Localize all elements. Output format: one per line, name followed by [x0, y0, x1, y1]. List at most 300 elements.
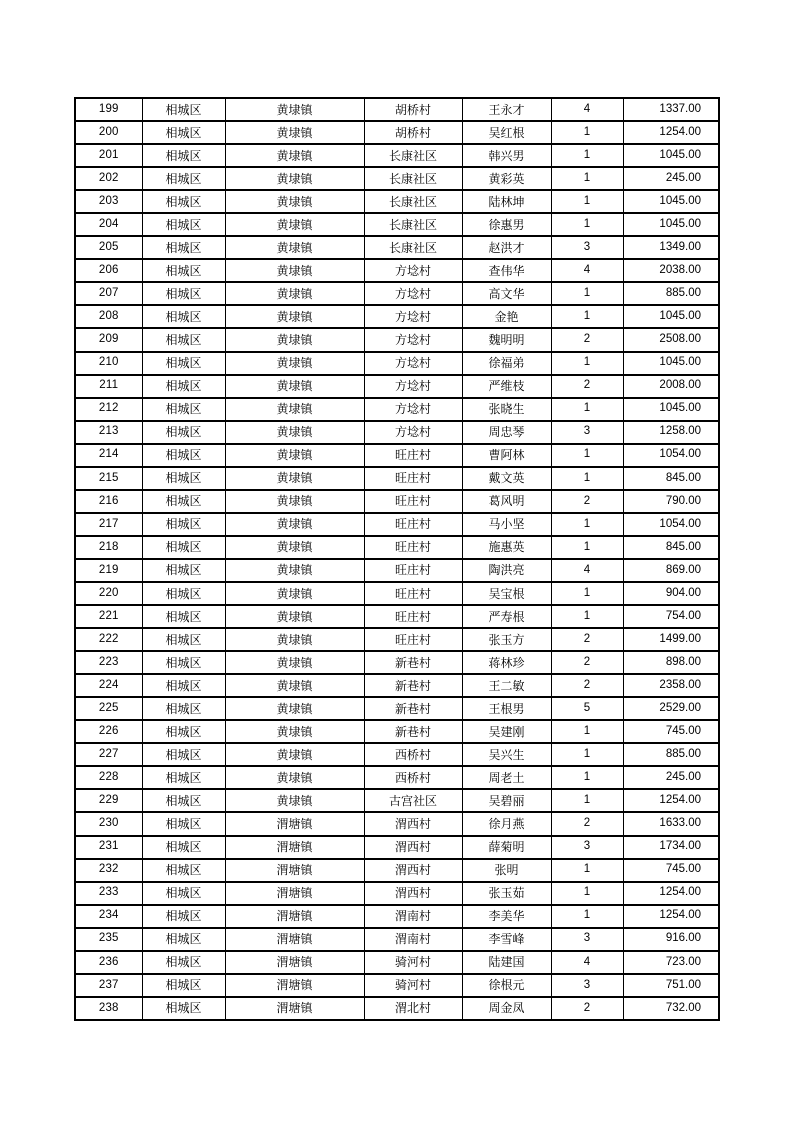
cell-town: 黄埭镇: [225, 236, 364, 259]
table-row: [75, 121, 719, 144]
table-row: [75, 812, 719, 835]
cell-town: 渭塘镇: [225, 951, 364, 974]
table-row: [75, 167, 719, 190]
cell-person-name: 蒋林珍: [462, 651, 551, 674]
cell-person-name: 徐惠男: [462, 213, 551, 236]
cell-count: 1: [551, 536, 623, 559]
cell-district: 相城区: [142, 490, 225, 513]
cell-row-number: 199: [75, 98, 142, 121]
cell-row-number: 232: [75, 859, 142, 882]
cell-village: 西桥村: [364, 766, 462, 789]
table-row: [75, 628, 719, 651]
cell-village: 方埝村: [364, 421, 462, 444]
cell-amount: 885.00: [623, 743, 719, 766]
cell-village: 旺庄村: [364, 559, 462, 582]
cell-row-number: 223: [75, 651, 142, 674]
cell-district: 相城区: [142, 305, 225, 328]
cell-row-number: 213: [75, 421, 142, 444]
cell-row-number: 211: [75, 375, 142, 398]
table-row: [75, 352, 719, 375]
cell-amount: 745.00: [623, 859, 719, 882]
cell-row-number: 215: [75, 467, 142, 490]
cell-row-number: 202: [75, 167, 142, 190]
cell-town: 黄埭镇: [225, 743, 364, 766]
cell-village: 渭西村: [364, 812, 462, 835]
table-row: [75, 905, 719, 928]
cell-village: 方埝村: [364, 352, 462, 375]
cell-amount: 1045.00: [623, 352, 719, 375]
cell-amount: 1054.00: [623, 444, 719, 467]
cell-row-number: 225: [75, 697, 142, 720]
cell-row-number: 205: [75, 236, 142, 259]
cell-amount: 723.00: [623, 951, 719, 974]
cell-amount: 754.00: [623, 605, 719, 628]
cell-row-number: 200: [75, 121, 142, 144]
cell-amount: 1045.00: [623, 190, 719, 213]
cell-count: 1: [551, 882, 623, 905]
table-row: [75, 513, 719, 536]
cell-town: 黄埭镇: [225, 513, 364, 536]
cell-village: 长康社区: [364, 144, 462, 167]
cell-person-name: 吴宝根: [462, 582, 551, 605]
cell-amount: 845.00: [623, 536, 719, 559]
cell-town: 黄埭镇: [225, 98, 364, 121]
cell-person-name: 高文华: [462, 282, 551, 305]
cell-village: 西桥村: [364, 743, 462, 766]
cell-town: 黄埭镇: [225, 190, 364, 213]
cell-amount: 898.00: [623, 651, 719, 674]
cell-count: 2: [551, 997, 623, 1020]
cell-town: 黄埭镇: [225, 559, 364, 582]
cell-amount: 2038.00: [623, 259, 719, 282]
cell-row-number: 210: [75, 352, 142, 375]
cell-person-name: 施惠英: [462, 536, 551, 559]
cell-row-number: 212: [75, 398, 142, 421]
table-row: [75, 236, 719, 259]
table-row: [75, 882, 719, 905]
table-row: [75, 259, 719, 282]
cell-village: 旺庄村: [364, 605, 462, 628]
cell-town: 黄埭镇: [225, 467, 364, 490]
cell-count: 2: [551, 628, 623, 651]
cell-amount: 2008.00: [623, 375, 719, 398]
cell-amount: 245.00: [623, 167, 719, 190]
cell-amount: 790.00: [623, 490, 719, 513]
cell-count: 1: [551, 789, 623, 812]
cell-amount: 1045.00: [623, 144, 719, 167]
table-row: [75, 836, 719, 859]
cell-village: 方埝村: [364, 375, 462, 398]
cell-count: 1: [551, 213, 623, 236]
cell-amount: 1254.00: [623, 789, 719, 812]
cell-count: 3: [551, 421, 623, 444]
cell-village: 方埝村: [364, 328, 462, 351]
cell-town: 黄埭镇: [225, 167, 364, 190]
cell-count: 1: [551, 282, 623, 305]
cell-district: 相城区: [142, 743, 225, 766]
cell-row-number: 222: [75, 628, 142, 651]
table-row: [75, 766, 719, 789]
cell-count: 4: [551, 98, 623, 121]
cell-town: 黄埭镇: [225, 282, 364, 305]
cell-town: 黄埭镇: [225, 651, 364, 674]
cell-row-number: 217: [75, 513, 142, 536]
cell-amount: 1258.00: [623, 421, 719, 444]
cell-district: 相城区: [142, 144, 225, 167]
cell-person-name: 吴碧丽: [462, 789, 551, 812]
cell-district: 相城区: [142, 836, 225, 859]
cell-row-number: 233: [75, 882, 142, 905]
cell-district: 相城区: [142, 121, 225, 144]
cell-row-number: 214: [75, 444, 142, 467]
cell-count: 1: [551, 582, 623, 605]
roster-table: [74, 97, 720, 1021]
cell-row-number: 219: [75, 559, 142, 582]
cell-count: 1: [551, 513, 623, 536]
cell-district: 相城区: [142, 98, 225, 121]
table-row: [75, 213, 719, 236]
cell-town: 黄埭镇: [225, 144, 364, 167]
cell-count: 1: [551, 467, 623, 490]
cell-district: 相城区: [142, 812, 225, 835]
cell-row-number: 227: [75, 743, 142, 766]
cell-count: 1: [551, 190, 623, 213]
cell-count: 1: [551, 766, 623, 789]
cell-person-name: 张晓生: [462, 398, 551, 421]
cell-amount: 1254.00: [623, 905, 719, 928]
cell-district: 相城区: [142, 421, 225, 444]
cell-person-name: 吴红根: [462, 121, 551, 144]
table-row: [75, 974, 719, 997]
cell-village: 古宫社区: [364, 789, 462, 812]
cell-row-number: 230: [75, 812, 142, 835]
table-row: [75, 559, 719, 582]
cell-district: 相城区: [142, 513, 225, 536]
cell-district: 相城区: [142, 375, 225, 398]
cell-village: 长康社区: [364, 236, 462, 259]
cell-person-name: 金艳: [462, 305, 551, 328]
table-row: [75, 605, 719, 628]
cell-person-name: 徐根元: [462, 974, 551, 997]
cell-village: 旺庄村: [364, 628, 462, 651]
table-row: [75, 651, 719, 674]
cell-person-name: 吴兴生: [462, 743, 551, 766]
cell-row-number: 236: [75, 951, 142, 974]
table-row: [75, 328, 719, 351]
cell-district: 相城区: [142, 467, 225, 490]
cell-town: 黄埭镇: [225, 628, 364, 651]
cell-person-name: 李雪峰: [462, 928, 551, 951]
cell-row-number: 237: [75, 974, 142, 997]
table-row: [75, 928, 719, 951]
cell-town: 黄埭镇: [225, 444, 364, 467]
cell-district: 相城区: [142, 236, 225, 259]
cell-row-number: 201: [75, 144, 142, 167]
cell-person-name: 黄彩英: [462, 167, 551, 190]
table-row: [75, 190, 719, 213]
cell-village: 骑河村: [364, 951, 462, 974]
cell-person-name: 周老土: [462, 766, 551, 789]
cell-amount: 1045.00: [623, 305, 719, 328]
cell-town: 渭塘镇: [225, 836, 364, 859]
cell-person-name: 赵洪才: [462, 236, 551, 259]
cell-count: 4: [551, 951, 623, 974]
cell-district: 相城区: [142, 282, 225, 305]
cell-district: 相城区: [142, 997, 225, 1020]
cell-person-name: 曹阿林: [462, 444, 551, 467]
cell-village: 方埝村: [364, 398, 462, 421]
cell-village: 旺庄村: [364, 536, 462, 559]
cell-village: 旺庄村: [364, 467, 462, 490]
cell-district: 相城区: [142, 697, 225, 720]
cell-count: 1: [551, 605, 623, 628]
cell-row-number: 216: [75, 490, 142, 513]
cell-village: 新巷村: [364, 674, 462, 697]
cell-amount: 245.00: [623, 766, 719, 789]
cell-village: 旺庄村: [364, 444, 462, 467]
cell-person-name: 韩兴男: [462, 144, 551, 167]
cell-count: 1: [551, 859, 623, 882]
cell-village: 胡桥村: [364, 121, 462, 144]
cell-person-name: 葛风明: [462, 490, 551, 513]
table-row: [75, 536, 719, 559]
cell-count: 2: [551, 812, 623, 835]
cell-town: 渭塘镇: [225, 974, 364, 997]
cell-count: 2: [551, 651, 623, 674]
cell-village: 长康社区: [364, 167, 462, 190]
cell-count: 2: [551, 490, 623, 513]
cell-count: 1: [551, 743, 623, 766]
cell-amount: 845.00: [623, 467, 719, 490]
table-row: [75, 305, 719, 328]
cell-count: 1: [551, 121, 623, 144]
cell-count: 2: [551, 328, 623, 351]
cell-row-number: 218: [75, 536, 142, 559]
cell-row-number: 224: [75, 674, 142, 697]
cell-district: 相城区: [142, 628, 225, 651]
roster-table-body: [75, 98, 719, 1020]
cell-village: 渭北村: [364, 997, 462, 1020]
cell-amount: 1349.00: [623, 236, 719, 259]
cell-row-number: 229: [75, 789, 142, 812]
cell-village: 渭西村: [364, 882, 462, 905]
cell-count: 2: [551, 375, 623, 398]
cell-village: 渭西村: [364, 859, 462, 882]
cell-district: 相城区: [142, 559, 225, 582]
cell-village: 长康社区: [364, 190, 462, 213]
cell-count: 1: [551, 167, 623, 190]
cell-district: 相城区: [142, 167, 225, 190]
cell-amount: 1337.00: [623, 98, 719, 121]
cell-amount: 869.00: [623, 559, 719, 582]
cell-town: 黄埭镇: [225, 490, 364, 513]
table-row: [75, 697, 719, 720]
table-row: [75, 951, 719, 974]
cell-village: 骑河村: [364, 974, 462, 997]
cell-village: 渭西村: [364, 836, 462, 859]
table-row: [75, 997, 719, 1020]
table-row: [75, 398, 719, 421]
cell-amount: 2508.00: [623, 328, 719, 351]
cell-town: 渭塘镇: [225, 812, 364, 835]
cell-town: 渭塘镇: [225, 859, 364, 882]
cell-town: 黄埭镇: [225, 421, 364, 444]
table-row: [75, 582, 719, 605]
cell-count: 1: [551, 444, 623, 467]
cell-district: 相城区: [142, 766, 225, 789]
cell-district: 相城区: [142, 328, 225, 351]
cell-district: 相城区: [142, 259, 225, 282]
cell-row-number: 238: [75, 997, 142, 1020]
cell-village: 方埝村: [364, 259, 462, 282]
cell-row-number: 221: [75, 605, 142, 628]
cell-amount: 916.00: [623, 928, 719, 951]
cell-village: 新巷村: [364, 720, 462, 743]
table-row: [75, 674, 719, 697]
cell-amount: 1499.00: [623, 628, 719, 651]
cell-amount: 751.00: [623, 974, 719, 997]
cell-person-name: 陆林坤: [462, 190, 551, 213]
cell-row-number: 206: [75, 259, 142, 282]
cell-person-name: 张明: [462, 859, 551, 882]
cell-person-name: 王根男: [462, 697, 551, 720]
cell-amount: 732.00: [623, 997, 719, 1020]
cell-amount: 1734.00: [623, 836, 719, 859]
cell-district: 相城区: [142, 720, 225, 743]
table-row: [75, 375, 719, 398]
cell-person-name: 陆建国: [462, 951, 551, 974]
cell-district: 相城区: [142, 605, 225, 628]
cell-district: 相城区: [142, 190, 225, 213]
cell-amount: 1254.00: [623, 121, 719, 144]
cell-town: 渭塘镇: [225, 882, 364, 905]
cell-row-number: 207: [75, 282, 142, 305]
table-row: [75, 144, 719, 167]
cell-row-number: 208: [75, 305, 142, 328]
cell-count: 1: [551, 352, 623, 375]
cell-amount: 1633.00: [623, 812, 719, 835]
cell-district: 相城区: [142, 213, 225, 236]
cell-town: 渭塘镇: [225, 928, 364, 951]
cell-row-number: 228: [75, 766, 142, 789]
cell-row-number: 204: [75, 213, 142, 236]
cell-district: 相城区: [142, 352, 225, 375]
cell-village: 胡桥村: [364, 98, 462, 121]
table-row: [75, 421, 719, 444]
cell-district: 相城区: [142, 789, 225, 812]
cell-amount: 2529.00: [623, 697, 719, 720]
cell-village: 旺庄村: [364, 582, 462, 605]
cell-village: 长康社区: [364, 213, 462, 236]
cell-person-name: 魏明明: [462, 328, 551, 351]
cell-village: 旺庄村: [364, 490, 462, 513]
cell-district: 相城区: [142, 974, 225, 997]
table-row: [75, 467, 719, 490]
cell-person-name: 李美华: [462, 905, 551, 928]
cell-district: 相城区: [142, 444, 225, 467]
table-row: [75, 859, 719, 882]
table-row: [75, 490, 719, 513]
cell-person-name: 查伟华: [462, 259, 551, 282]
table-row: [75, 789, 719, 812]
cell-district: 相城区: [142, 536, 225, 559]
cell-town: 黄埭镇: [225, 352, 364, 375]
cell-district: 相城区: [142, 882, 225, 905]
cell-row-number: 234: [75, 905, 142, 928]
cell-person-name: 徐月燕: [462, 812, 551, 835]
cell-person-name: 陶洪亮: [462, 559, 551, 582]
cell-district: 相城区: [142, 398, 225, 421]
cell-amount: 1045.00: [623, 398, 719, 421]
cell-person-name: 张玉方: [462, 628, 551, 651]
cell-count: 3: [551, 928, 623, 951]
cell-row-number: 231: [75, 836, 142, 859]
cell-count: 3: [551, 836, 623, 859]
cell-person-name: 戴文英: [462, 467, 551, 490]
cell-town: 黄埭镇: [225, 697, 364, 720]
cell-village: 旺庄村: [364, 513, 462, 536]
cell-town: 黄埭镇: [225, 121, 364, 144]
cell-count: 4: [551, 559, 623, 582]
cell-person-name: 张玉茹: [462, 882, 551, 905]
cell-town: 黄埭镇: [225, 605, 364, 628]
cell-amount: 904.00: [623, 582, 719, 605]
cell-person-name: 吴建刚: [462, 720, 551, 743]
cell-row-number: 203: [75, 190, 142, 213]
table-row: [75, 444, 719, 467]
table-row: [75, 98, 719, 121]
cell-person-name: 薛菊明: [462, 836, 551, 859]
cell-person-name: 周忠琴: [462, 421, 551, 444]
cell-district: 相城区: [142, 651, 225, 674]
cell-town: 黄埭镇: [225, 536, 364, 559]
table-row: [75, 720, 719, 743]
cell-district: 相城区: [142, 928, 225, 951]
cell-town: 黄埭镇: [225, 328, 364, 351]
cell-amount: 885.00: [623, 282, 719, 305]
cell-district: 相城区: [142, 582, 225, 605]
cell-count: 3: [551, 974, 623, 997]
cell-person-name: 严寿根: [462, 605, 551, 628]
cell-amount: 745.00: [623, 720, 719, 743]
cell-row-number: 226: [75, 720, 142, 743]
cell-person-name: 徐福弟: [462, 352, 551, 375]
cell-village: 新巷村: [364, 697, 462, 720]
cell-town: 黄埭镇: [225, 398, 364, 421]
cell-town: 黄埭镇: [225, 674, 364, 697]
cell-town: 黄埭镇: [225, 213, 364, 236]
cell-village: 渭南村: [364, 905, 462, 928]
cell-town: 黄埭镇: [225, 789, 364, 812]
cell-town: 渭塘镇: [225, 905, 364, 928]
cell-person-name: 马小坚: [462, 513, 551, 536]
cell-village: 渭南村: [364, 928, 462, 951]
cell-town: 黄埭镇: [225, 305, 364, 328]
cell-district: 相城区: [142, 859, 225, 882]
cell-row-number: 235: [75, 928, 142, 951]
cell-district: 相城区: [142, 951, 225, 974]
cell-count: 2: [551, 674, 623, 697]
cell-village: 方埝村: [364, 305, 462, 328]
cell-district: 相城区: [142, 674, 225, 697]
cell-person-name: 周金凤: [462, 997, 551, 1020]
cell-amount: 1054.00: [623, 513, 719, 536]
cell-village: 新巷村: [364, 651, 462, 674]
cell-town: 黄埭镇: [225, 375, 364, 398]
cell-count: 1: [551, 905, 623, 928]
cell-town: 黄埭镇: [225, 259, 364, 282]
table-row: [75, 282, 719, 305]
